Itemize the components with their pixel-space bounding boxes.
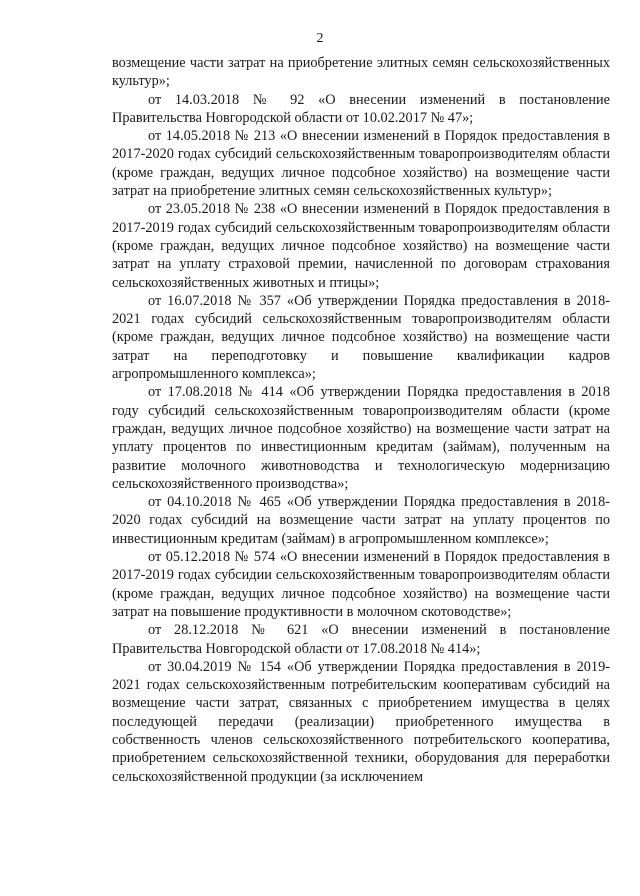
list-item-decree-621: от 28.12.2018 № 621 «О внесении изменений в постановление Правительства Новгородской области от 17.08.2018 № 414»; — [112, 622, 610, 657]
paragraph-continuation: возмещение части затрат на приобретение элитных семян сельскохозяйственных культур»; — [112, 55, 610, 90]
list-item-decree-92: от 14.03.2018 № 92 «О внесении изменений в постановление Правительства Новгородской области от 10.02.2017 № 47»; — [112, 91, 610, 126]
page-number: 2 — [316, 31, 324, 46]
list-item-decree-213: от 14.05.2018 № 213 «О внесении изменений в Порядок предоставления в 2017-2020 годах субсидий сельскохозяйственным товаропроизводителям области (кроме граждан, ведущих личное подсобное хозяйство) на возмещение части затрат на приобретение элитных семян сельскохозяйственных культур»; — [112, 128, 610, 200]
list-item-decree-357: от 16.07.2018 № 357 «Об утверждении Порядка предоставления в 2018-2021 годах субсидий сельскохозяйственным товаропроизводителям области (кроме граждан, ведущих личное подсобное хозяйство) на возмещение части затрат на переподготовку и повышение квалификации кадров агропромышленного комплекса»; — [112, 292, 610, 383]
list-item-decree-238: от 23.05.2018 № 238 «О внесении изменений в Порядок предоставления в 2017-2019 годах субсидий сельскохозяйственным товаропроизводителям области (кроме граждан, ведущих личное подсобное хозяйство) на возмещение части затрат на уплату страховой премии, начисленной по договорам страхования сельскохозяйственных животных и птицы»; — [112, 201, 610, 291]
list-item-decree-465: от 04.10.2018 № 465 «Об утверждении Порядка предоставления в 2018-2020 годах субсидий на возмещение части затрат на уплату процентов по инвестиционным кредитам (займам) в агропромышленном комплексе»; — [112, 494, 610, 547]
list-item-decree-154: от 30.04.2019 № 154 «Об утверждении Порядка предоставления в 2019-2021 годах сельскохозяйственным потребительским кооперативам субсидий на возмещение части затрат, связанных с приобретением имущества в целях последующей передачи (реализации) приобретенного имущества в собственность членов сельскохозяйственного потребительского кооператива, приобретением сельскохозяйственной техники, оборудования для переработки сельскохозяйственной продукции (за исключением — [112, 658, 610, 785]
list-item-decree-414: от 17.08.2018 № 414 «Об утверждении Порядка предоставления в 2018 году субсидий сельскохозяйственным товаропроизводителям области (кроме граждан, ведущих личное подсобное хозяйство) на возмещение части затрат на уплату процентов по инвестиционным кредитам (займам), полученным на развитие молочного животноводства и технологическую модернизацию сельскохозяйственного производства»; — [112, 384, 610, 492]
document-body — [112, 54, 610, 786]
list-item-decree-574: от 05.12.2018 № 574 «О внесении изменений в Порядок предоставления в 2017-2019 годах субсидии сельскохозяйственным товаропроизводителям области (кроме граждан, ведущих личное подсобное хозяйство) на возмещение части затрат на повышение продуктивности в молочном скотоводстве»; — [112, 549, 610, 620]
